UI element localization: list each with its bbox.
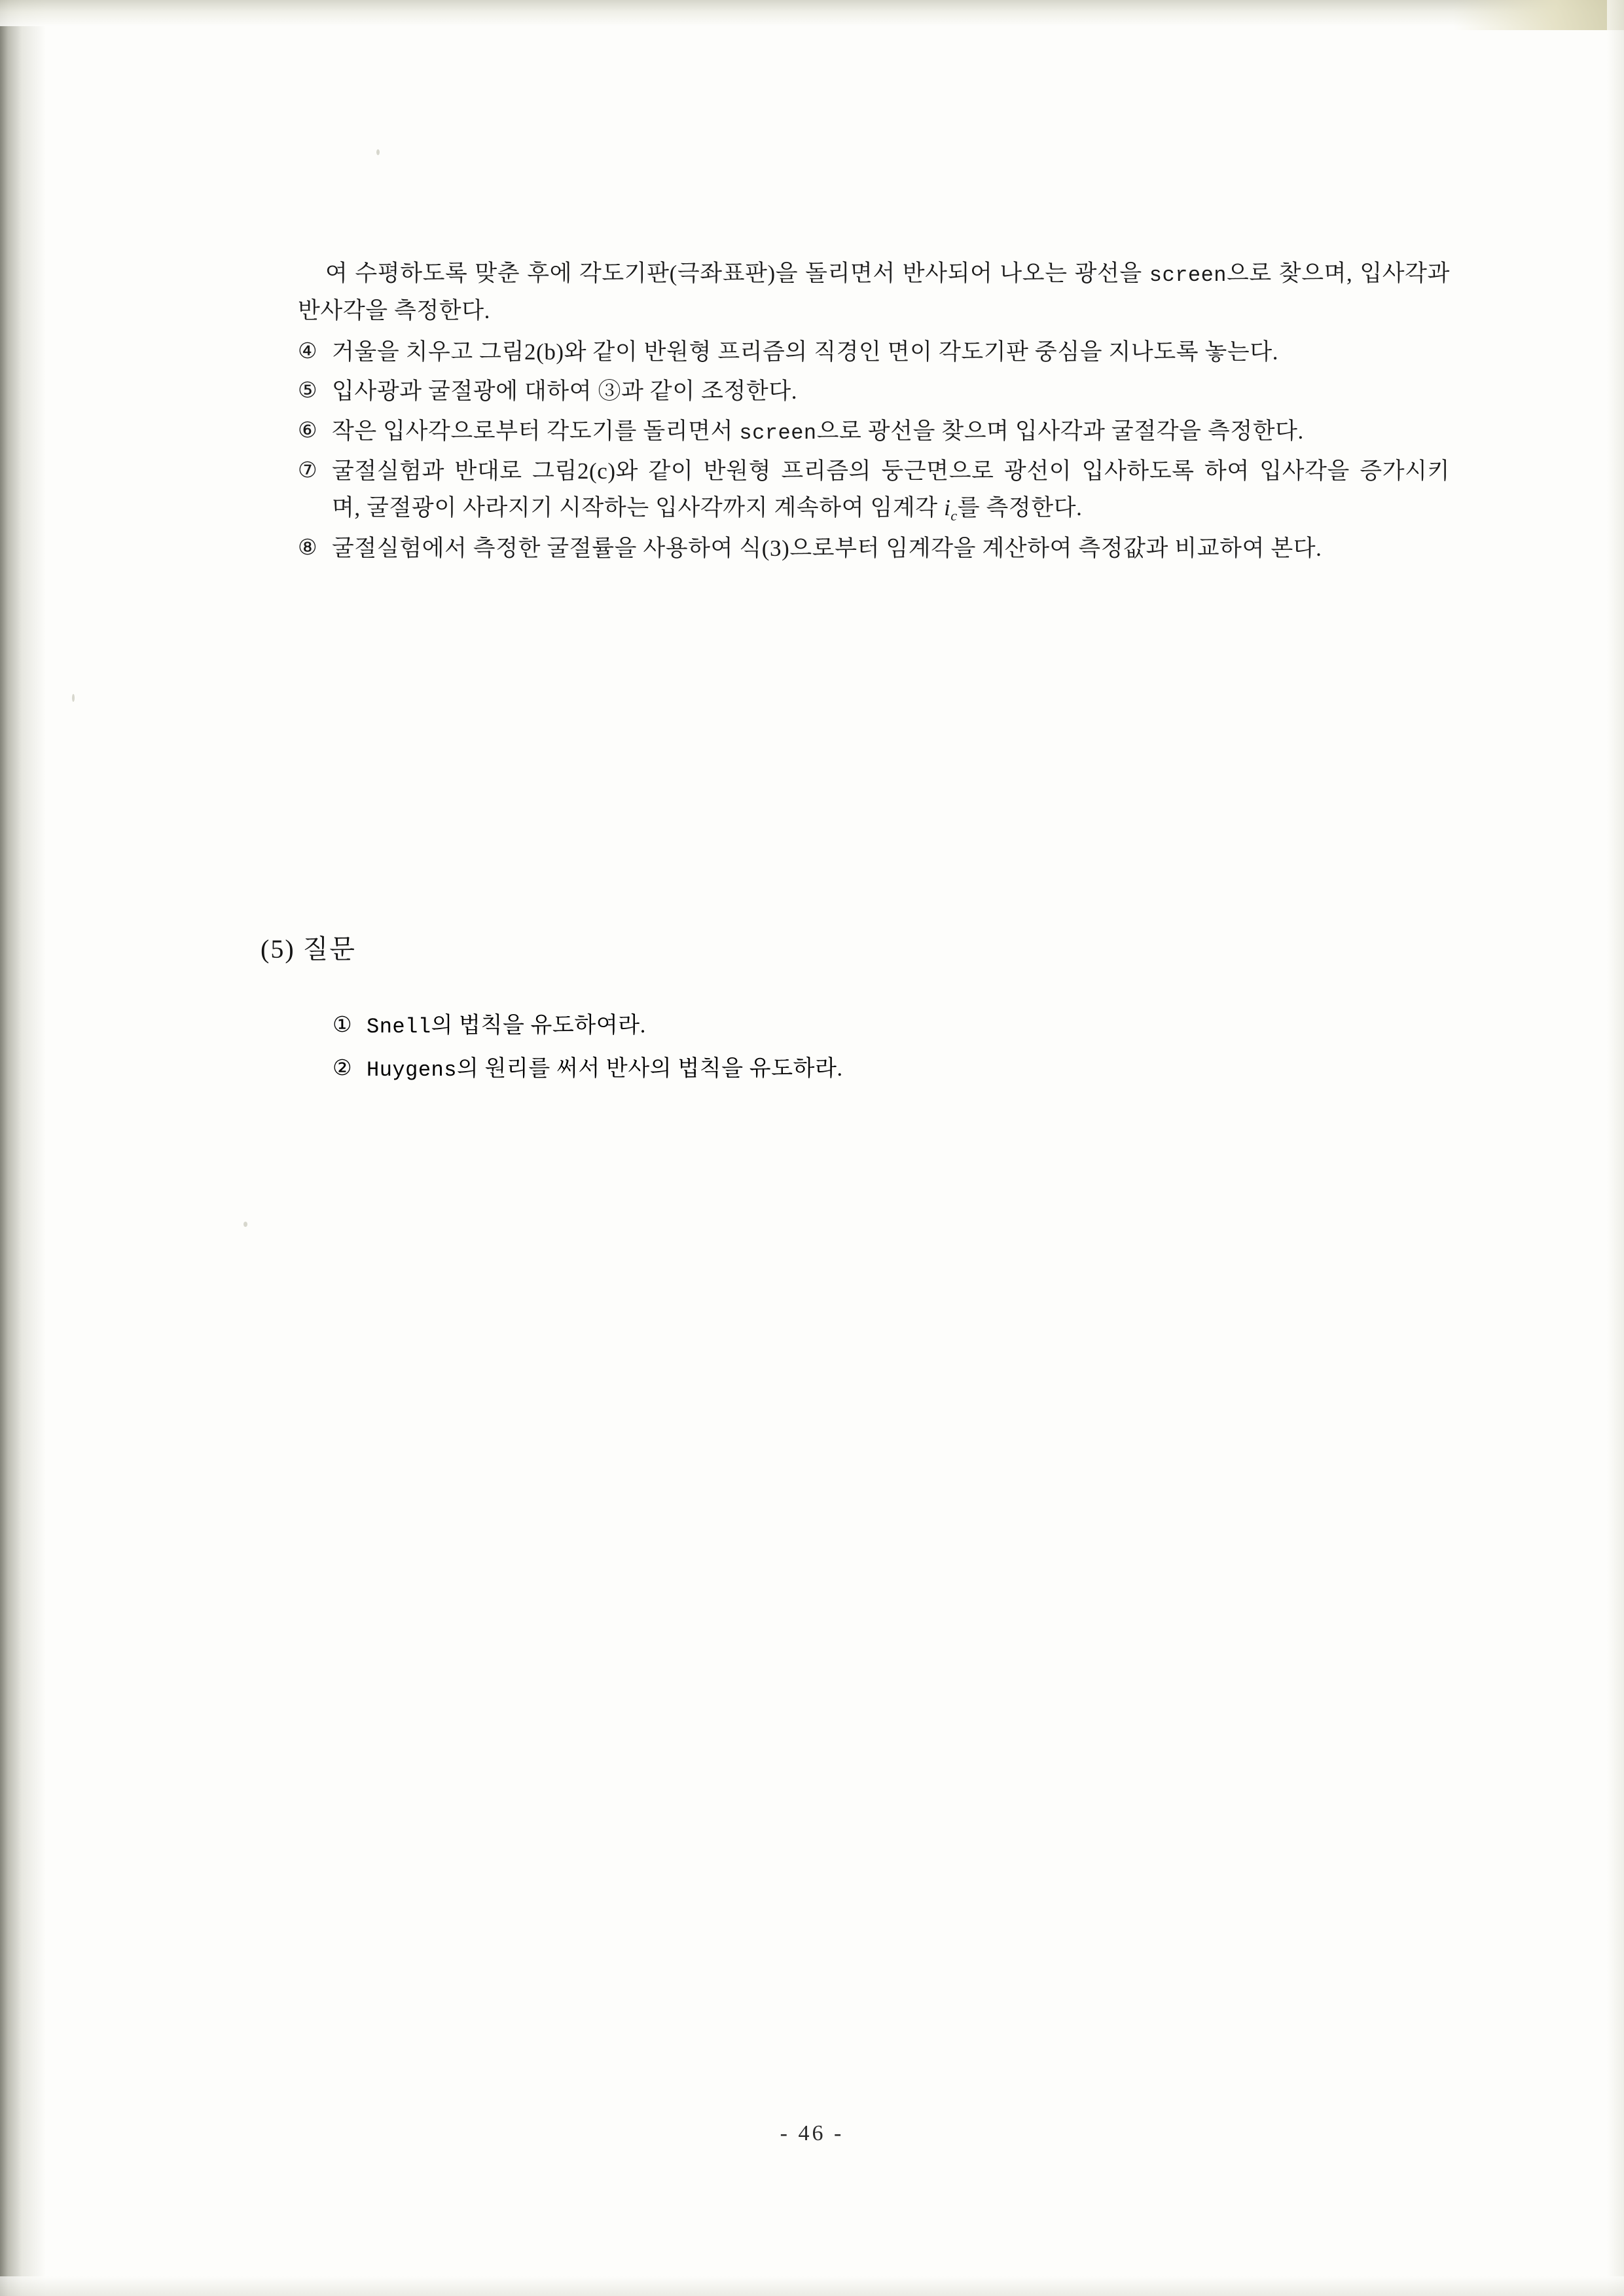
page-number: - 46 - (780, 2121, 844, 2145)
section-number: (5) (261, 934, 295, 964)
procedure-item-text: 굴절실험에서 측정한 굴절률을 사용하여 식(3)으로부터 임계각을 계산하여 측정값과 비교하여 본다. (332, 536, 1322, 562)
procedure-item-marker: ⑤ (298, 379, 317, 403)
section-heading (261, 928, 356, 966)
term-huygens: Huygens (367, 1058, 457, 1083)
procedure-item-marker: ⑧ (298, 536, 317, 560)
procedure-item (298, 373, 1450, 410)
procedure-item (298, 413, 1450, 450)
question-item-text: Snell의 법칙을 유도하여라. (367, 1013, 646, 1039)
questions-list (333, 1008, 1380, 1095)
procedure-item-text: 작은 입사각으로부터 각도기를 돌리면서 screen으로 광선을 찾으며 입사각과 굴절각을 측정한다. (332, 418, 1304, 445)
procedure-item (298, 453, 1450, 528)
term-screen: screen (1149, 263, 1227, 287)
term-screen: screen (739, 420, 817, 445)
question-item (333, 1008, 1380, 1044)
question-item (333, 1051, 1380, 1087)
question-item-text: Huygens의 원리를 써서 반사의 법칙을 유도하라. (367, 1057, 843, 1083)
procedure-item (298, 334, 1450, 371)
section-title: 질문 (302, 934, 356, 964)
procedure-list (298, 255, 1450, 570)
procedure-item-text: 굴절실험과 반대로 그림2(c)와 같이 반원형 프리즘의 둥근면으로 광선이 입사하도록 하여 입사각을 증가시키며, 굴절광이 사라지기 시작하는 입사각까지 계속하여 임계각 $i_c$를 측정한다. (332, 458, 1450, 524)
procedure-item-marker: ⑦ (298, 458, 317, 483)
procedure-item-marker: ④ (298, 339, 317, 363)
term-snell: Snell (367, 1015, 431, 1039)
procedure-item-marker: ⑥ (298, 418, 317, 443)
procedure-item-text: 거울을 치우고 그림2(b)와 같이 반원형 프리즘의 직경인 면이 각도기판 중심을 지나도록 놓는다. (332, 338, 1279, 365)
question-item-marker: ② (333, 1057, 352, 1081)
procedure-item (298, 530, 1450, 568)
question-item-marker: ① (333, 1013, 352, 1037)
lead-paragraph: 여 수평하도록 맞춘 후에 각도기판(극좌표판)을 돌리면서 반사되어 나오는 광선을 screen으로 찾으며, 입사각과 반사각을 측정한다. (298, 261, 1450, 323)
symbol-critical-angle: $i_c$ (944, 495, 958, 524)
procedure-item-text: 입사광과 굴절광에 대하여 ③과 같이 조정한다. (332, 378, 798, 405)
